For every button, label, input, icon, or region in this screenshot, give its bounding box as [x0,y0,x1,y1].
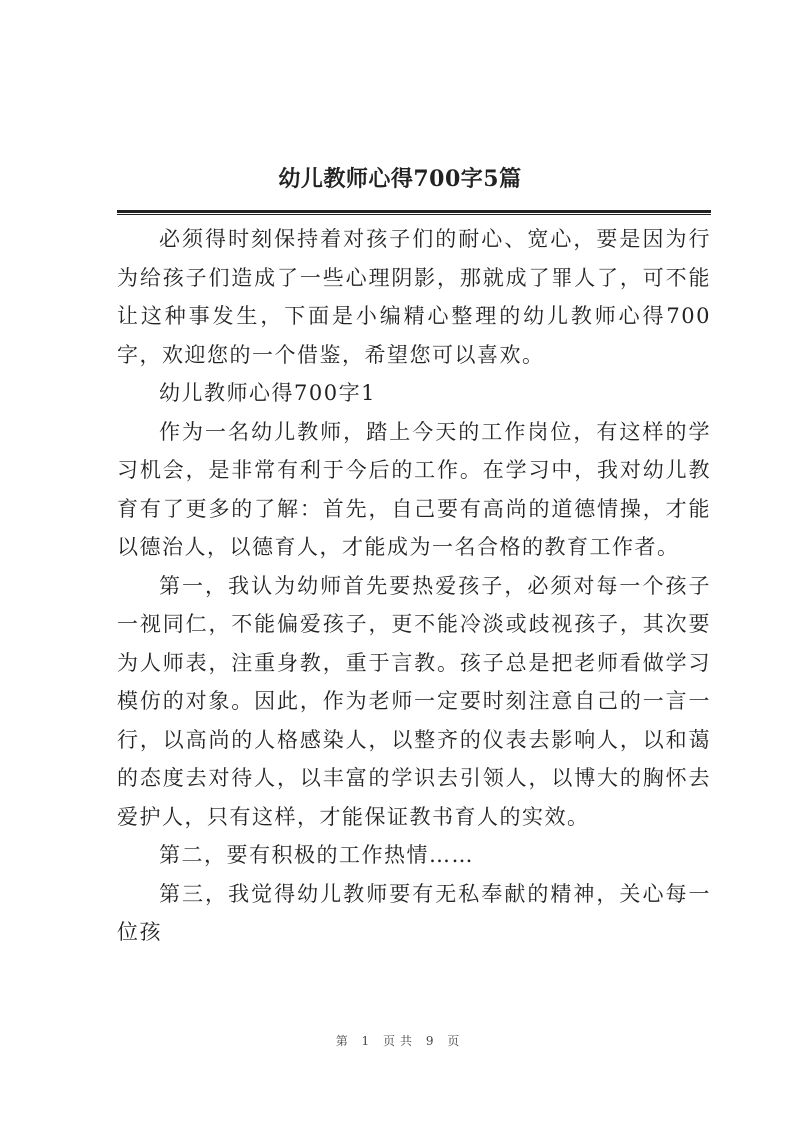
body-paragraph: 第二，要有积极的工作热情…… [159,843,474,867]
page-footer: 第 1 页共 9 页 [335,1034,465,1048]
title-divider [117,210,711,215]
body-paragraph: 第一，我认为幼师首先要热爱孩子，必须对每一个孩子一视同仁，不能偏爱孩子，更不能冷淡或歧视孩子，其次要为人师表，注重身教，重于言教。孩子总是把老师看做学习模仿的对象。因此，作为老师一定要时刻注意自己的一言一行，以高尚的人格感染人，以整齐的仪表去影响人，以和蔼的态度去对待人，以丰富的学识去引领人，以博大的胸怀去爱护人，只有这样，才能保证教书育人的实效。 [117,573,711,829]
intro-paragraph: 必须得时刻保持着对孩子们的耐心、宽心，要是因为行为给孩子们造成了一些心理阴影，那就成了罪人了，可不能让这种事发生，下面是小编精心整理的幼儿教师心得700字，欢迎您的一个借鉴，希望您可以喜欢。 [117,227,711,367]
document-title: 幼儿教师心得700字5篇 [278,166,522,192]
section-heading: 幼儿教师心得700字1 [159,381,376,405]
body-paragraph: 第三，我觉得幼儿教师要有无私奉献的精神，关心每一位孩 [117,881,711,944]
document-body [117,220,711,952]
body-paragraph: 作为一名幼儿教师，踏上今天的工作岗位，有这样的学习机会，是非常有利于今后的工作。在学习中，我对幼儿教育有了更多的了解：首先，自己要有高尚的道德情操，才能以德治人，以德育人，才能成为一名合格的教育工作者。 [117,419,711,559]
